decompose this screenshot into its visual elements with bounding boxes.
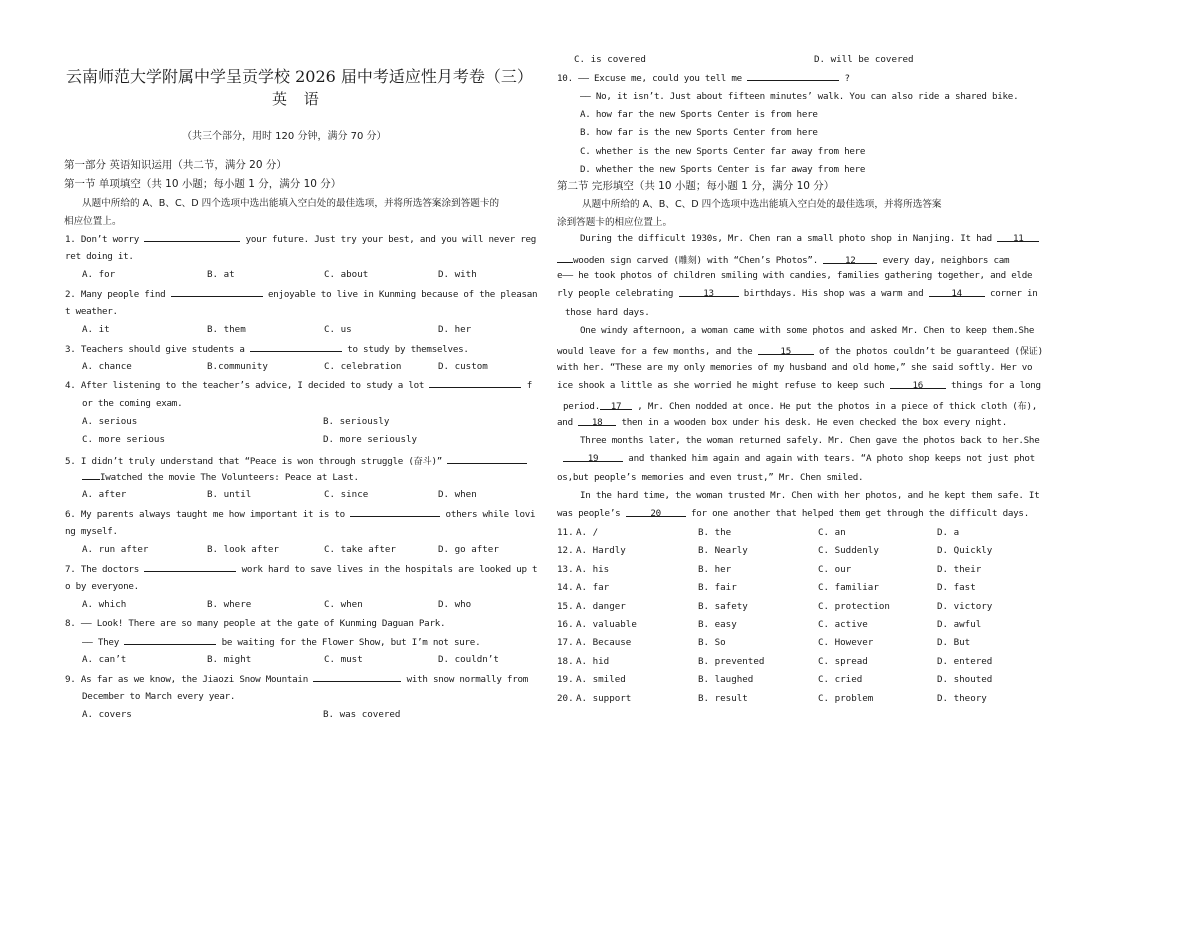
question-10-option-d: D. whether the new Sports Center is far away from here	[580, 164, 866, 175]
subject-title: 英 语	[272, 90, 325, 108]
question-5: 5. I didn’t truly understand that “Peace is won through struggle (奋斗)”	[65, 453, 527, 467]
cloze-option: B. the	[698, 527, 732, 538]
cloze-option: D. theory	[937, 692, 987, 704]
passage-line: During the difficult 1930s, Mr. Chen ran a small photo shop in Nanjing. It had 11	[580, 233, 1039, 244]
question-7-cont: o by everyone.	[65, 581, 139, 592]
cloze-option: D. Quickly	[937, 545, 993, 557]
question-10-option-c: C. whether is the new Sports Center far away from here	[580, 146, 866, 157]
cloze-option: B. prevented	[698, 655, 765, 667]
cloze-question-number: 17.	[557, 637, 574, 649]
cloze-option: C. protection	[818, 600, 890, 612]
cloze-options-table	[557, 527, 1027, 707]
section1-heading: 第一节 单项填空（共 10 小题；每小题 1 分，满分 10 分）	[64, 178, 342, 190]
cloze-option: C. cried	[818, 674, 863, 686]
section2-instruction-2: 涂到答题卡的相应位置上。	[557, 217, 673, 228]
cloze-option: A. far	[576, 582, 610, 594]
cloze-option: D. entered	[937, 655, 993, 667]
question-6: 6. My parents always taught me how important it is to others while lovi	[65, 509, 536, 520]
cloze-option: A. danger	[576, 600, 626, 612]
cloze-option: A. smiled	[576, 674, 626, 686]
section2-heading: 第二节 完形填空（共 10 小题；每小题 1 分，满分 10 分）	[557, 180, 835, 192]
cloze-option: B. safety	[698, 600, 748, 612]
cloze-option: C. familiar	[818, 582, 879, 594]
passage-line: and 18 then in a wooden box under his desk. He even checked the box every night.	[557, 417, 1007, 428]
part1-heading: 第一部分 英语知识运用（共二节，满分 20 分）	[64, 159, 287, 171]
passage-line: os,but people’s memories and even trust,” Mr. Chen smiled.	[557, 472, 864, 483]
section1-instruction-2: 相应位置上。	[64, 216, 122, 227]
question-1: 1. Don’t worry your future. Just try your best, and you will never reg	[65, 234, 537, 245]
exam-note: （共三个部分，用时 120 分钟，满分 70 分）	[182, 131, 387, 142]
cloze-option: C. spread	[818, 655, 868, 667]
cloze-question-number: 18.	[557, 655, 574, 667]
cloze-option: C. However	[818, 637, 874, 649]
cloze-question-number: 16.	[557, 619, 574, 630]
cloze-question-number: 19.	[557, 674, 574, 686]
cloze-option: A. Hardly	[576, 545, 626, 557]
cloze-option: C. problem	[818, 692, 874, 704]
section2-instruction: 从题中所给的 A、B、C、D 四个选项中选出能填入空白处的最佳选项，并将所选答案	[582, 199, 942, 210]
question-10: 10. —— Excuse me, could you tell me ?	[557, 73, 850, 84]
question-9-cont: December to March every year.	[82, 691, 236, 702]
cloze-option: C. Suddenly	[818, 545, 879, 557]
cloze-option: B. Nearly	[698, 545, 748, 557]
passage-line: 19 and thanked him again and again with tears. “A photo shop keeps not just phot	[563, 453, 1035, 464]
cloze-option: D. But	[937, 637, 971, 649]
cloze-option: A. Because	[576, 637, 632, 649]
question-2: 2. Many people find enjoyable to live in Kunming because of the pleasan	[65, 289, 538, 300]
question-3: 3. Teachers should give students a to study by themselves.	[65, 344, 469, 355]
question-7: 7. The doctors work hard to save lives in the hospitals are looked up t	[65, 564, 538, 575]
passage-line: was people’s 20 for one another that helped them get through the difficult days.	[557, 508, 1029, 519]
cloze-question-number: 14.	[557, 582, 574, 594]
exam-title: 云南师范大学附属中学呈贡学校 2026 届中考适应性月考卷（三）	[66, 67, 533, 86]
passage-line: those hard days.	[565, 307, 650, 318]
cloze-option: B. result	[698, 692, 748, 704]
passage-line: would leave for a few months, and the 15 of the photos couldn’t be guaranteed (保证)	[557, 346, 1043, 357]
cloze-question-number: 20.	[557, 692, 574, 704]
question-10-reply: —— No, it isn’t. Just about fifteen minutes’ walk. You can also ride a shared bike.	[580, 91, 1019, 102]
cloze-option: D. shouted	[937, 674, 993, 686]
passage-line: ice shook a little as she worried he might refuse to keep such 16 things for a long	[557, 380, 1041, 391]
cloze-option: A. his	[576, 563, 610, 575]
cloze-option: D. victory	[937, 600, 993, 612]
question-4: 4. After listening to the teacher’s advice, I decided to study a lot f	[65, 380, 533, 391]
question-6-cont: ng myself.	[65, 526, 118, 537]
question-8-cont: —— They be waiting for the Flower Show, but I’m not sure.	[82, 637, 481, 648]
exam-page: 云南师范大学附属中学呈贡学校 2026 届中考适应性月考卷（三） 英 语 （共三个部分，用时 120 分钟，满分 70 分） 第一部分 英语知识运用（共二节，满分 20 分） 第一节 单项填空（共 10 小题；每小题 1 分，满分 10 分） 从题中所给的 A、B、C、D 四个选项中选出能填入空白处的最佳选项，并将所选答案涂到答题卡的 相应位置上。 1. Don’t worry your future. Just try your best, and you will never reg ret doing it. A. for B. at C. about D. with 2. Many people find enjoyable to live in Kunming because of the pleasan t weather. A. it B. them C. us D. her 3. Teachers should give students a to study by themselves. A. chance B.community C. celebration D. custom 4. After listening to the teacher’s advice, I decided to study a lot f or the coming exam. A. serious B. seriously C. more serious D. more seriously 5. I didn’t truly understand that “Peace is won through struggle (奋斗)” Iwatched the movie The Volunteers: Peace at Last. A. after B. until C. since D. when 6. My parents always taught me how important it is to others while lovi ng myself. A. run after B. look after C. take after D. go after 7. The doctors work hard to save lives in the hospitals are looked up t o by everyone. A. which B. where C. when D. who 8. —— Look! There are so many people at the gate of Kunming Daguan Park. —— They be waiting for the Flower Show, but I’m not sure. A. can’t B. might C. must D. couldn’t 9. As far as we know, the Jiaozi Snow Mountain with snow normally from December to March every year. A. covers B. was covered C. is covered D. will be covered 10. —— Excuse me, could you tell me ? —— No, it isn’t. Just about fifteen minutes’ walk. You can also ride a shared bike. A. how far the new Sports Center is from here B. how far is the new Sports Center from here C. whether is the new Sports Center far away from here D. whether the new Sports Center is far away from here 第二节 完形填空（共 10 小题；每小题 1 分，满分 10 分） 从题中所给的 A、B、C、D 四个选项中选出能填入空白处的最佳选项，并将所选答案 涂到答题卡的相应位置上。 During the difficult 1930s, Mr. Chen ran a small photo shop in Nanjing. It had 11 wooden sign carved (雕刻) with “Chen’s Photos”. 12 every day, neighbors cam e—— he took photos of children smiling with candies, families gathering together, and elde rly people celebrating 13 birthdays. His shop was a warm and 14 corner in those hard days. One windy afternoon, a woman came with some photos and asked Mr. Chen to keep them.She would leave for a few months, and the 15 of the photos couldn’t be guaranteed (保证) with her. “These are my only memories of my husband and old home,” she said softly. Her vo ice shook a little as she worried he might refuse to keep such 16 things for a long period. 17 , Mr. Chen nodded at once. He put the photos in a piece of thick cloth (布), and 18 then in a wooden box under his desk. He even checked the box every night. Three months later, the woman returned safely. Mr. Chen gave the photos back to her.She 19 and thanked him again and again with tears. “A photo shop keeps not just phot os,but people’s memories and even trust,” Mr. Chen smiled. In the hard time, the woman trusted Mr. Chen with her photos, and he kept them safe. It was people’s 20 for one another that helped them get through the difficult days. 11. A. / B. the C. an D. a 12. A. Hardly B. Nearly C. Suddenly D. Quickly 13. A. his B. her C. our D. their 14. A. far B. fair C. familiar D. fast 15. A. danger B. safety C. protection D. victory 16. A. valuable B. easy C. active D. awful 17. A. Because B. So C. However D. But 18. A. hid B. prevented C. spread D. entered 19. A. smiled B. laughed C. cried D. shouted 20. A. support B. result C. problem D. theory	[64, 54, 1043, 720]
cloze-option: B. laughed	[698, 674, 754, 686]
passage-line: In the hard time, the woman trusted Mr. Chen with her photos, and he kept them safe. It	[580, 490, 1040, 501]
passage-line: e—— he took photos of children smiling with candies, families gathering together, and elde	[557, 270, 1033, 281]
cloze-question-number: 12.	[557, 545, 574, 557]
passage-line: Three months later, the woman returned safely. Mr. Chen gave the photos back to her.She	[580, 435, 1040, 446]
cloze-question-number: 13.	[557, 563, 574, 575]
question-5-cont: Iwatched the movie The Volunteers: Peace at Last.	[82, 471, 359, 483]
cloze-question-number: 15.	[557, 600, 574, 612]
question-10-option-b: B. how far is the new Sports Center from here	[580, 127, 818, 138]
cloze-option: A. valuable	[576, 619, 637, 630]
cloze-option: D. a	[937, 527, 960, 538]
passage-line: period. 17 , Mr. Chen nodded at once. He put the photos in a piece of thick cloth (布),	[563, 401, 1038, 412]
question-4-cont: or the coming exam.	[82, 398, 183, 409]
question-9: 9. As far as we know, the Jiaozi Snow Mountain with snow normally from	[65, 674, 529, 685]
question-8: 8. —— Look! There are so many people at the gate of Kunming Daguan Park.	[65, 618, 446, 629]
question-10-option-a: A. how far the new Sports Center is from here	[580, 109, 818, 120]
cloze-option: A. support	[576, 692, 632, 704]
cloze-option: C. an	[818, 527, 846, 538]
passage-line: wooden sign carved (雕刻) with “Chen’s Photos”. 12 every day, neighbors cam	[557, 252, 1009, 266]
cloze-option: B. her	[698, 563, 732, 575]
passage-line: with her. “These are my only memories of my husband and old home,” she said softly. Her vo	[557, 362, 1033, 373]
cloze-option: D. fast	[937, 582, 976, 594]
cloze-option: D. their	[937, 563, 982, 575]
section1-instruction: 从题中所给的 A、B、C、D 四个选项中选出能填入空白处的最佳选项，并将所选答案涂到答题卡的	[82, 198, 500, 209]
passage-line: One windy afternoon, a woman came with some photos and asked Mr. Chen to keep them.She	[580, 325, 1035, 336]
passage-line: rly people celebrating 13 birthdays. His shop was a warm and 14 corner in	[557, 288, 1038, 299]
cloze-question-number: 11.	[557, 527, 574, 538]
cloze-option: A. hid	[576, 655, 610, 667]
cloze-option: A. /	[576, 527, 599, 538]
cloze-option: D. awful	[937, 619, 982, 630]
cloze-option: B. fair	[698, 582, 737, 594]
cloze-option: B. So	[698, 637, 726, 649]
question-2-cont: t weather.	[65, 306, 118, 317]
question-1-cont: ret doing it.	[65, 251, 134, 262]
cloze-option: C. active	[818, 619, 868, 630]
cloze-option: B. easy	[698, 619, 737, 630]
cloze-option: C. our	[818, 563, 852, 575]
